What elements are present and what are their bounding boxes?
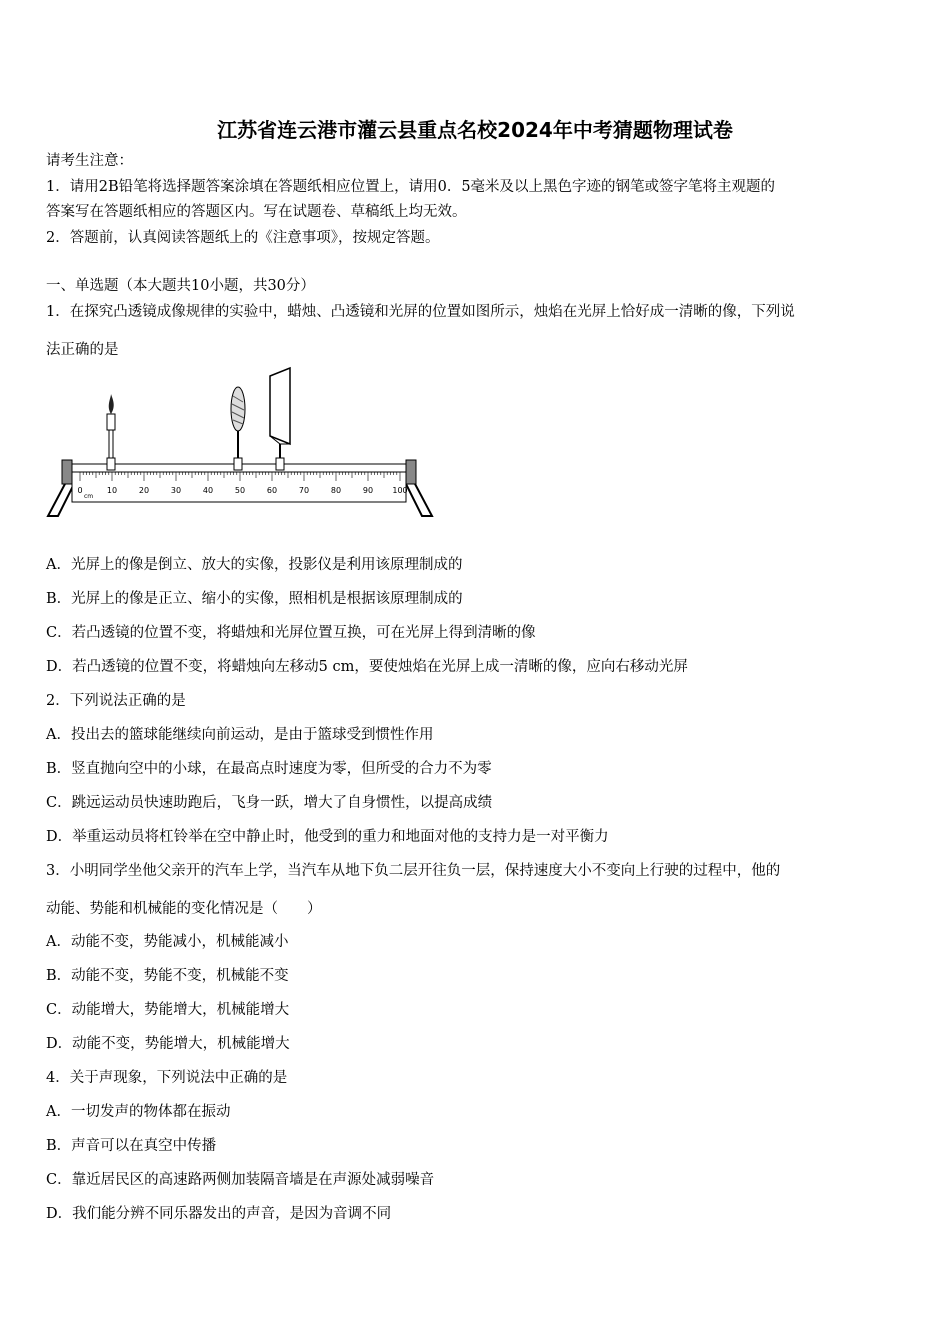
question-4-option-c: C．靠近居民区的高速路两侧加装隔音墙是在声源处减弱噪音: [46, 1172, 435, 1188]
screen-holder: [276, 458, 284, 470]
scale-label-20: 20: [138, 486, 150, 495]
notice-item-1-line-2: 答案写在答题纸相应的答题区内。写在试题卷、草稿纸上均无效。: [46, 204, 467, 220]
candle-holder: [107, 458, 115, 470]
question-1-option-b: B．光屏上的像是正立、缩小的实像，照相机是根据该原理制成的: [46, 591, 463, 607]
left-leg: [48, 482, 74, 516]
unit-label: cm: [84, 493, 94, 500]
notice-heading: 请考生注意：: [46, 153, 133, 169]
candle-body: [107, 414, 115, 430]
light-screen: [270, 368, 290, 444]
question-2-stem: 2．下列说法正确的是: [46, 693, 186, 709]
question-4-option-a: A．一切发声的物体都在振动: [46, 1104, 231, 1120]
scale-label-40: 40: [202, 486, 214, 495]
question-1-option-a: A．光屏上的像是倒立、放大的实像，投影仪是利用该原理制成的: [46, 557, 463, 573]
question-1-stem-line-2: 法正确的是: [46, 342, 119, 358]
question-3-option-c: C．动能增大，势能增大，机械能增大: [46, 1002, 290, 1018]
question-1-stem-line-1: 1．在探究凸透镜成像规律的实验中，蜡烛、凸透镜和光屏的位置如图所示，烛焰在光屏上恰好成一清晰的像，下列说: [46, 304, 795, 320]
question-3-stem-line-2: 动能、势能和机械能的变化情况是（ ）: [46, 901, 322, 917]
scale-label-0: 0: [77, 486, 83, 495]
question-2-option-a: A．投出去的篮球能继续向前运动，是由于篮球受到惯性作用: [46, 727, 434, 743]
question-4-option-d: D．我们能分辨不同乐器发出的声音，是因为音调不同: [46, 1206, 392, 1222]
question-3-stem-line-1: 3．小明同学坐他父亲开的汽车上学，当汽车从地下负二层开往负一层，保持速度大小不变向上行驶的过程中，他的: [46, 863, 781, 879]
question-2-option-c: C．跳远运动员快速助跑后，飞身一跃，增大了自身惯性，以提高成绩: [46, 795, 493, 811]
scale-label-100: 100: [392, 486, 408, 495]
left-end-block: [62, 460, 72, 484]
scale-label-90: 90: [362, 486, 374, 495]
scale-label-70: 70: [298, 486, 310, 495]
question-3-option-d: D．动能不变，势能增大，机械能增大: [46, 1036, 290, 1052]
right-end-block: [406, 460, 416, 484]
question-1-option-d: D．若凸透镜的位置不变，将蜡烛向左移动5 cm，要使烛焰在光屏上成一清晰的像，应向右移动光屏: [46, 659, 688, 675]
question-4-stem: 4．关于声现象，下列说法中正确的是: [46, 1070, 288, 1086]
question-1-option-c: C．若凸透镜的位置不变，将蜡烛和光屏位置互换，可在光屏上得到清晰的像: [46, 625, 536, 641]
scale-label-30: 30: [170, 486, 182, 495]
lens-holder: [234, 458, 242, 470]
scale-label-80: 80: [330, 486, 342, 495]
candle-flame-icon: [109, 394, 114, 414]
scale-label-50: 50: [234, 486, 246, 495]
right-leg: [406, 482, 432, 516]
question-4-option-b: B．声音可以在真空中传播: [46, 1138, 217, 1154]
optical-bench-diagram: [44, 364, 436, 522]
question-2-option-b: B．竖直抛向空中的小球，在最高点时速度为零，但所受的合力不为零: [46, 761, 492, 777]
notice-item-1-line-1: 1．请用2B铅笔将选择题答案涂填在答题纸相应位置上，请用0．5毫米及以上黑色字迹的钢笔或签字笔将主观题的: [46, 179, 776, 195]
scale-label-10: 10: [106, 486, 118, 495]
page-title: 江苏省连云港市灌云县重点名校2024年中考猜题物理试卷: [217, 118, 733, 142]
scale-label-60: 60: [266, 486, 278, 495]
candle-stand: [109, 430, 113, 458]
section-heading: 一、单选题（本大题共10小题，共30分）: [46, 278, 315, 294]
optical-bench-figure: [44, 364, 436, 522]
notice-item-2: 2．答题前，认真阅读答题纸上的《注意事项》，按规定答题。: [46, 230, 440, 246]
question-3-option-b: B．动能不变，势能不变，机械能不变: [46, 968, 289, 984]
question-2-option-d: D．举重运动员将杠铃举在空中静止时，他受到的重力和地面对他的支持力是一对平衡力: [46, 829, 609, 845]
question-3-option-a: A．动能不变，势能减小，机械能减小: [46, 934, 289, 950]
